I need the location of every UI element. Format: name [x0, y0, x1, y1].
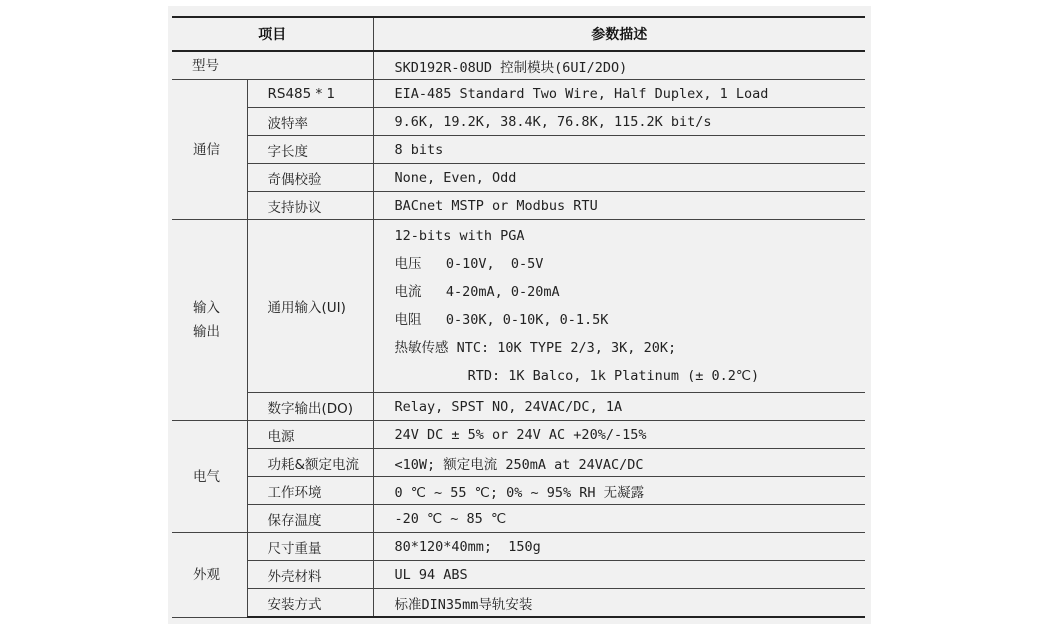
table-row [172, 477, 865, 505]
row-label: 电源 [247, 421, 373, 449]
row-label: 奇偶校验 [247, 164, 373, 192]
row-value: 8 bits [373, 136, 865, 164]
table-row [172, 220, 865, 393]
row-label-digital-output: 数字输出(DO) [247, 393, 373, 421]
table-row [172, 449, 865, 477]
row-value: 24V DC ± 5% or 24V AC +20%/-15% [373, 421, 865, 449]
table-row [172, 136, 865, 164]
row-value: BACnet MSTP or Modbus RTU [373, 192, 865, 220]
row-label: 保存温度 [247, 505, 373, 533]
model-value: SKD192R-08UD 控制模块(6UI/2DO) [373, 51, 865, 80]
section-appearance: 外观 [172, 533, 247, 618]
table-row [172, 421, 865, 449]
section-electrical: 电气 [172, 421, 247, 533]
ui-line: 电流 4-20mA, 0-20mA [394, 284, 560, 300]
table-row [172, 80, 865, 108]
row-value: 9.6K, 19.2K, 38.4K, 76.8K, 115.2K bit/s [373, 108, 865, 136]
header-description: 参数描述 [373, 17, 865, 51]
row-value-universal-input [373, 220, 865, 393]
table-row [172, 393, 865, 421]
row-label: 尺寸重量 [247, 533, 373, 561]
ui-line: 电压 0-10V, 0-5V [394, 256, 544, 272]
spec-table [172, 16, 865, 618]
table-row [172, 164, 865, 192]
section-io-line2: 输出 [193, 324, 220, 340]
section-io [172, 220, 247, 421]
row-label: 波特率 [247, 108, 373, 136]
table-row [172, 589, 865, 618]
row-value: 80*120*40mm; 150g [373, 533, 865, 561]
row-label: 安装方式 [247, 589, 373, 618]
ui-line: 热敏传感 NTC: 10K TYPE 2/3, 3K, 20K; [394, 340, 677, 356]
section-io-line1: 输入 [193, 300, 220, 316]
ui-line: 12-bits with PGA [394, 228, 525, 244]
row-value: 标准DIN35mm导轨安装 [373, 589, 865, 618]
table-row [172, 561, 865, 589]
table-row-model [172, 51, 865, 80]
header-row [172, 17, 865, 51]
section-communication: 通信 [172, 80, 247, 220]
row-label: 支持协议 [247, 192, 373, 220]
table-row [172, 108, 865, 136]
table-row [172, 192, 865, 220]
row-label-universal-input: 通用输入(UI) [247, 220, 373, 393]
row-value: -20 ℃ ~ 85 ℃ [373, 505, 865, 533]
ui-line: 电阻 0-30K, 0-10K, 0-1.5K [394, 312, 609, 328]
row-label: 字长度 [247, 136, 373, 164]
row-value: None, Even, Odd [373, 164, 865, 192]
row-label: 外壳材料 [247, 561, 373, 589]
table-row [172, 505, 865, 533]
row-value: 0 ℃ ~ 55 ℃; 0% ~ 95% RH 无凝露 [373, 477, 865, 505]
table-row [172, 533, 865, 561]
row-label: 工作环境 [247, 477, 373, 505]
model-label: 型号 [172, 51, 373, 80]
row-value: <10W; 额定电流 250mA at 24VAC/DC [373, 449, 865, 477]
header-item: 项目 [172, 17, 373, 51]
row-value: EIA-485 Standard Two Wire, Half Duplex, 1 Load [373, 80, 865, 108]
ui-line: RTD: 1K Balco, 1k Platinum (± 0.2℃) [394, 368, 760, 384]
row-value-digital-output: Relay, SPST NO, 24VAC/DC, 1A [373, 393, 865, 421]
row-label: RS485 * 1 [247, 80, 373, 108]
row-label: 功耗&额定电流 [247, 449, 373, 477]
row-value: UL 94 ABS [373, 561, 865, 589]
